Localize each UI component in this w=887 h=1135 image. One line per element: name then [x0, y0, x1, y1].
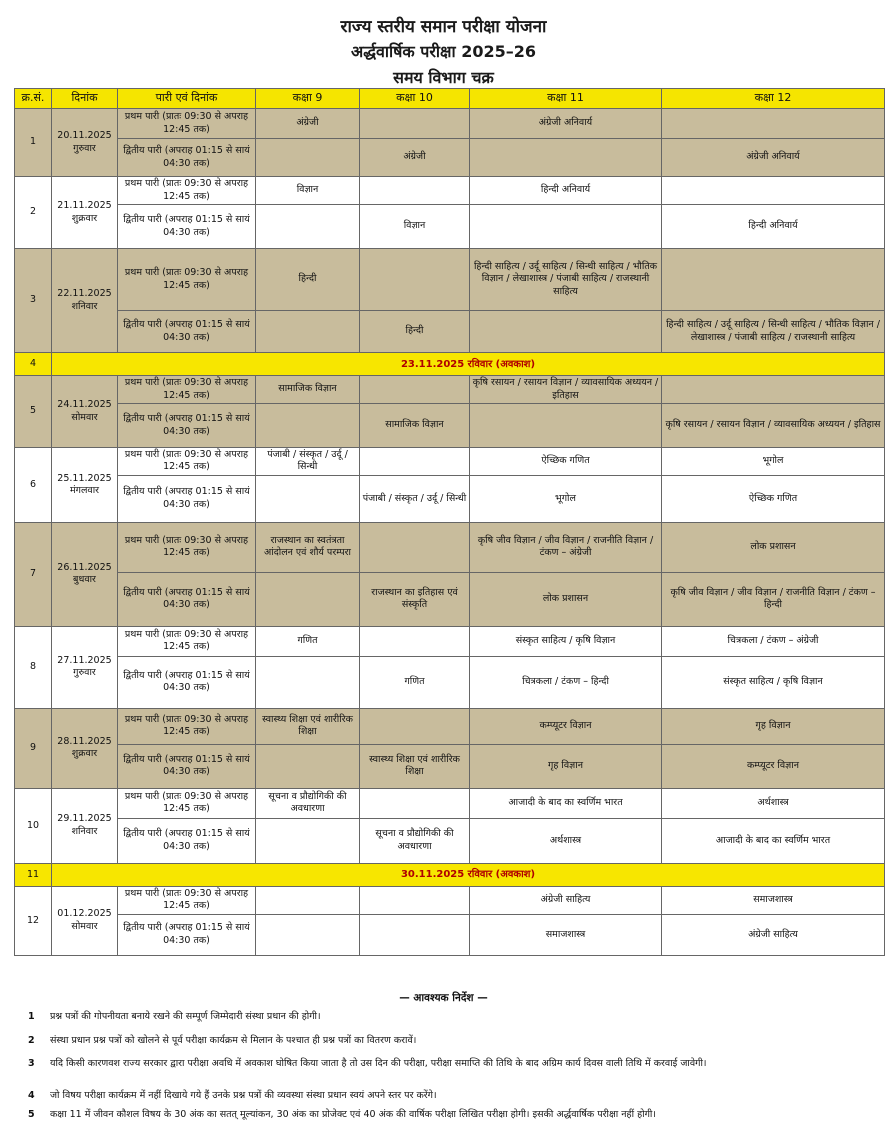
subject-cell-class-12: [662, 376, 885, 404]
note-item: [28, 1009, 868, 1022]
subject-cell-class-10: [360, 109, 470, 139]
serial-number: 8: [15, 626, 52, 708]
subject-cell-class-11: ऐच्छिक गणित: [470, 448, 662, 476]
table-row: [15, 626, 885, 656]
serial-number: 5: [15, 376, 52, 448]
table-row: [15, 177, 885, 205]
note-number: 3: [28, 1058, 35, 1069]
subject-cell-class-10: [360, 708, 470, 744]
subject-cell-class-9: पंजाबी / संस्कृत / उर्दू / सिन्धी: [256, 448, 360, 476]
table-row: [15, 886, 885, 914]
first-shift-label: प्रथम पारी (प्रातः 09:30 से अपराह 12:45 तक): [118, 448, 256, 476]
note-item: [28, 1056, 868, 1069]
exam-date: 22.11.2025: [57, 288, 112, 300]
subject-cell-class-12: समाजशास्त्र: [662, 886, 885, 914]
note-text: यदि किसी कारणवश राज्य सरकार द्वारा परीक्षा अवधि में अवकाश घोषित किया जाता है तो उस दिन की परीक्षा, परीक्षा समाप्ति की तिथि के बाद अग्रिम कार्य दिवस वाली तिथि में करवाई जावेगी।: [50, 1058, 707, 1069]
column-header: कक्षा 12: [662, 89, 885, 109]
first-shift-label: प्रथम पारी (प्रातः 09:30 से अपराह 12:45 तक): [118, 376, 256, 404]
exam-day: शुक्रवार: [71, 748, 98, 760]
subject-cell-class-12: [662, 109, 885, 139]
subject-cell-class-9: हिन्दी: [256, 249, 360, 311]
first-shift-label: प्रथम पारी (प्रातः 09:30 से अपराह 12:45 तक): [118, 249, 256, 311]
subject-cell-class-11: चित्रकला / टंकण – हिन्दी: [470, 656, 662, 708]
subject-cell-class-9: [256, 572, 360, 626]
subject-cell-class-12: कृषि जीव विज्ञान / जीव विज्ञान / राजनीति विज्ञान / टंकण – हिन्दी: [662, 572, 885, 626]
note-text: संस्था प्रधान प्रश्न पत्रों को खोलने से पूर्व परीक्षा कार्यक्रम से मिलान के पश्चात ही प्रश्न पत्रों का वितरण करावें।: [50, 1035, 417, 1046]
subject-cell-class-10: स्वास्थ्य शिक्षा एवं शारीरिक शिक्षा: [360, 744, 470, 788]
serial-number: 4: [15, 353, 52, 376]
schedule-title: समय विभाग चक्र: [393, 68, 494, 87]
subject-cell-class-9: [256, 656, 360, 708]
column-header: कक्षा 11: [470, 89, 662, 109]
subject-cell-class-12: अंग्रेजी साहित्य: [662, 914, 885, 955]
exam-day: शुक्रवार: [71, 212, 98, 224]
schedule-table: [14, 88, 885, 956]
subject-cell-class-10: सामाजिक विज्ञान: [360, 404, 470, 448]
subject-cell-class-12: [662, 249, 885, 311]
subject-cell-class-11: संस्कृत साहित्य / कृषि विज्ञान: [470, 626, 662, 656]
subject-cell-class-9: [256, 914, 360, 955]
table-row: [15, 708, 885, 744]
exam-day: शनिवार: [71, 300, 98, 312]
serial-number: 3: [15, 249, 52, 353]
first-shift-label: प्रथम पारी (प्रातः 09:30 से अपराह 12:45 तक): [118, 177, 256, 205]
subject-cell-class-11: भूगोल: [470, 475, 662, 522]
subject-cell-class-11: आजादी के बाद का स्वर्णिम भारत: [470, 788, 662, 818]
note-text: प्रश्न पत्रों की गोपनीयता बनाये रखने की सम्पूर्ण जिम्मेदारी संस्था प्रधान की होगी।: [50, 1011, 321, 1022]
subject-cell-class-12: संस्कृत साहित्य / कृषि विज्ञान: [662, 656, 885, 708]
serial-number: 2: [15, 177, 52, 249]
table-row: [15, 475, 885, 522]
first-shift-label: प्रथम पारी (प्रातः 09:30 से अपराह 12:45 तक): [118, 886, 256, 914]
second-shift-label: द्वितीय पारी (अपराह 01:15 से सायं 04:30 तक): [118, 404, 256, 448]
subject-cell-class-12: चित्रकला / टंकण – अंग्रेजी: [662, 626, 885, 656]
subject-cell-class-9: अंग्रेजी: [256, 109, 360, 139]
notes-title: — आवश्यक निर्देश —: [399, 992, 488, 1004]
subject-cell-class-9: [256, 475, 360, 522]
subject-cell-class-9: विज्ञान: [256, 177, 360, 205]
subject-cell-class-12: [662, 177, 885, 205]
exam-day: गुरुवार: [73, 667, 96, 679]
exam-day: मंगलवार: [69, 484, 100, 496]
exam-date: 27.11.2025: [57, 654, 112, 666]
exam-date-cell: [52, 886, 118, 955]
subject-cell-class-11: अंग्रेजी साहित्य: [470, 886, 662, 914]
subject-cell-class-10: [360, 376, 470, 404]
subject-cell-class-11: समाजशास्त्र: [470, 914, 662, 955]
column-header: पारी एवं दिनांक: [118, 89, 256, 109]
subject-cell-class-12: हिन्दी अनिवार्य: [662, 205, 885, 249]
table-row: [15, 404, 885, 448]
table-row: [15, 249, 885, 311]
note-text: कक्षा 11 में जीवन कौशल विषय के 30 अंक का सतत् मूल्यांकन, 30 अंक का प्रोजेक्ट एवं 40 अंक की वार्षिक परीक्षा लिखित परीक्षा होगी। इसकी अर्द्धवार्षिक परीक्षा नहीं होगी।: [50, 1109, 656, 1120]
table-row: [15, 448, 885, 476]
second-shift-label: द्वितीय पारी (अपराह 01:15 से सायं 04:30 तक): [118, 475, 256, 522]
subject-cell-class-12: कृषि रसायन / रसायन विज्ञान / व्यावसायिक अध्ययन / इतिहास: [662, 404, 885, 448]
note-number: 4: [28, 1090, 35, 1101]
subject-cell-class-11: गृह विज्ञान: [470, 744, 662, 788]
table-body: [15, 109, 885, 956]
exam-day: शनिवार: [71, 825, 98, 837]
table-header-row: [15, 89, 885, 109]
note-number: 2: [28, 1035, 35, 1046]
subject-cell-class-11: लोक प्रशासन: [470, 572, 662, 626]
subject-cell-class-9: सूचना व प्रौद्योगिकी की अवधारणा: [256, 788, 360, 818]
first-shift-label: प्रथम पारी (प्रातः 09:30 से अपराह 12:45 तक): [118, 522, 256, 572]
column-header: दिनांक: [52, 89, 118, 109]
subject-cell-class-11: अर्थशास्त्र: [470, 818, 662, 863]
subject-cell-class-10: [360, 177, 470, 205]
second-shift-label: द्वितीय पारी (अपराह 01:15 से सायं 04:30 तक): [118, 311, 256, 353]
subject-cell-class-12: कम्प्यूटर विज्ञान: [662, 744, 885, 788]
subject-cell-class-11: अंग्रेजी अनिवार्य: [470, 109, 662, 139]
subject-cell-class-12: ऐच्छिक गणित: [662, 475, 885, 522]
subject-cell-class-10: हिन्दी: [360, 311, 470, 353]
subject-cell-class-12: हिन्दी साहित्य / उर्दू साहित्य / सिन्धी साहित्य / भौतिक विज्ञान / लेखाशास्त्र / पंजाबी साहित्य / राजस्थानी साहित्य: [662, 311, 885, 353]
table-row: [15, 788, 885, 818]
exam-day: बुधवार: [73, 574, 96, 586]
subject-cell-class-11: हिन्दी साहित्य / उर्दू साहित्य / सिन्धी साहित्य / भौतिक विज्ञान / लेखाशास्त्र / पंजाबी साहित्य / राजस्थानी साहित्य: [470, 249, 662, 311]
subject-cell-class-9: [256, 744, 360, 788]
subject-cell-class-12: अंग्रेजी अनिवार्य: [662, 139, 885, 177]
subject-cell-class-10: सूचना व प्रौद्योगिकी की अवधारणा: [360, 818, 470, 863]
serial-number: 11: [15, 863, 52, 886]
exam-date-cell: [52, 788, 118, 863]
table-row: [15, 572, 885, 626]
exam-date-cell: [52, 626, 118, 708]
second-shift-label: द्वितीय पारी (अपराह 01:15 से सायं 04:30 तक): [118, 914, 256, 955]
table-row: [15, 139, 885, 177]
subject-cell-class-12: गृह विज्ञान: [662, 708, 885, 744]
exam-date: 26.11.2025: [57, 561, 112, 573]
subject-cell-class-12: अर्थशास्त्र: [662, 788, 885, 818]
second-shift-label: द्वितीय पारी (अपराह 01:15 से सायं 04:30 तक): [118, 139, 256, 177]
note-text: जो विषय परीक्षा कार्यक्रम में नहीं दिखाये गये हैं उनके प्रश्न पत्रों की व्यवस्था संस्था प्रधान स्वयं अपने स्तर पर करेंगे।: [50, 1090, 437, 1101]
subject-cell-class-10: [360, 522, 470, 572]
subject-cell-class-9: गणित: [256, 626, 360, 656]
exam-day: गुरुवार: [73, 142, 96, 154]
exam-date-cell: [52, 708, 118, 788]
subject-cell-class-12: आजादी के बाद का स्वर्णिम भारत: [662, 818, 885, 863]
holiday-row: [15, 353, 885, 376]
table-row: [15, 818, 885, 863]
subject-cell-class-9: [256, 205, 360, 249]
exam-date: 25.11.2025: [57, 472, 112, 484]
subject-cell-class-11: कम्प्यूटर विज्ञान: [470, 708, 662, 744]
first-shift-label: प्रथम पारी (प्रातः 09:30 से अपराह 12:45 तक): [118, 109, 256, 139]
subject-cell-class-10: गणित: [360, 656, 470, 708]
column-header: कक्षा 9: [256, 89, 360, 109]
subject-cell-class-10: राजस्थान का इतिहास एवं संस्कृति: [360, 572, 470, 626]
exam-date: 29.11.2025: [57, 813, 112, 825]
subject-cell-class-11: कृषि रसायन / रसायन विज्ञान / व्यावसायिक अध्ययन / इतिहास: [470, 376, 662, 404]
subject-cell-class-10: [360, 886, 470, 914]
subject-cell-class-12: लोक प्रशासन: [662, 522, 885, 572]
holiday-row: [15, 863, 885, 886]
serial-number: 6: [15, 448, 52, 523]
exam-date: 28.11.2025: [57, 735, 112, 747]
serial-number: 9: [15, 708, 52, 788]
exam-date-cell: [52, 109, 118, 177]
holiday-label: 30.11.2025 रविवार (अवकाश): [52, 863, 885, 886]
exam-date-cell: [52, 177, 118, 249]
table-row: [15, 311, 885, 353]
subject-cell-class-10: [360, 249, 470, 311]
subject-cell-class-11: हिन्दी अनिवार्य: [470, 177, 662, 205]
subject-cell-class-9: राजस्थान का स्वतंत्रता आंदोलन एवं शौर्य परम्परा: [256, 522, 360, 572]
subject-cell-class-11: [470, 311, 662, 353]
second-shift-label: द्वितीय पारी (अपराह 01:15 से सायं 04:30 तक): [118, 656, 256, 708]
subject-cell-class-10: पंजाबी / संस्कृत / उर्दू / सिन्धी: [360, 475, 470, 522]
serial-number: 7: [15, 522, 52, 626]
table-row: [15, 205, 885, 249]
subject-cell-class-11: [470, 205, 662, 249]
subject-cell-class-9: [256, 818, 360, 863]
exam-date: 20.11.2025: [57, 130, 112, 142]
subject-cell-class-12: भूगोल: [662, 448, 885, 476]
subject-cell-class-9: स्वास्थ्य शिक्षा एवं शारीरिक शिक्षा: [256, 708, 360, 744]
first-shift-label: प्रथम पारी (प्रातः 09:30 से अपराह 12:45 तक): [118, 708, 256, 744]
second-shift-label: द्वितीय पारी (अपराह 01:15 से सायं 04:30 तक): [118, 744, 256, 788]
second-shift-label: द्वितीय पारी (अपराह 01:15 से सायं 04:30 तक): [118, 572, 256, 626]
second-shift-label: द्वितीय पारी (अपराह 01:15 से सायं 04:30 तक): [118, 205, 256, 249]
note-item: [28, 1088, 868, 1101]
exam-date-cell: [52, 376, 118, 448]
subject-cell-class-10: [360, 626, 470, 656]
subject-cell-class-9: [256, 311, 360, 353]
holiday-label: 23.11.2025 रविवार (अवकाश): [52, 353, 885, 376]
first-shift-label: प्रथम पारी (प्रातः 09:30 से अपराह 12:45 तक): [118, 626, 256, 656]
subject-cell-class-9: [256, 886, 360, 914]
subject-cell-class-9: [256, 404, 360, 448]
table-row: [15, 376, 885, 404]
note-number: 5: [28, 1109, 35, 1120]
document-title: राज्य स्तरीय समान परीक्षा योजना: [340, 17, 547, 37]
subject-cell-class-11: [470, 404, 662, 448]
subject-cell-class-10: [360, 914, 470, 955]
exam-day: सोमवार: [71, 411, 98, 423]
first-shift-label: प्रथम पारी (प्रातः 09:30 से अपराह 12:45 तक): [118, 788, 256, 818]
table-row: [15, 656, 885, 708]
document-subtitle: अर्द्धवार्षिक परीक्षा 2025–26: [350, 42, 537, 61]
subject-cell-class-10: अंग्रेजी: [360, 139, 470, 177]
serial-number: 1: [15, 109, 52, 177]
subject-cell-class-11: कृषि जीव विज्ञान / जीव विज्ञान / राजनीति विज्ञान / टंकण – अंग्रेजी: [470, 522, 662, 572]
serial-number: 10: [15, 788, 52, 863]
subject-cell-class-11: [470, 139, 662, 177]
exam-date-cell: [52, 448, 118, 523]
subject-cell-class-9: सामाजिक विज्ञान: [256, 376, 360, 404]
subject-cell-class-10: [360, 788, 470, 818]
exam-date-cell: [52, 522, 118, 626]
exam-day: सोमवार: [71, 920, 98, 932]
table-row: [15, 744, 885, 788]
subject-cell-class-10: [360, 448, 470, 476]
exam-date: 24.11.2025: [57, 399, 112, 411]
exam-date-cell: [52, 249, 118, 353]
note-number: 1: [28, 1011, 35, 1022]
serial-number: 12: [15, 886, 52, 955]
note-item: [28, 1033, 868, 1046]
table-row: [15, 109, 885, 139]
exam-date: 21.11.2025: [57, 200, 112, 212]
exam-date: 01.12.2025: [57, 908, 112, 920]
subject-cell-class-10: विज्ञान: [360, 205, 470, 249]
table-row: [15, 914, 885, 955]
table-row: [15, 522, 885, 572]
column-header: क्र.सं.: [15, 89, 52, 109]
note-item: [28, 1107, 868, 1120]
second-shift-label: द्वितीय पारी (अपराह 01:15 से सायं 04:30 तक): [118, 818, 256, 863]
subject-cell-class-9: [256, 139, 360, 177]
column-header: कक्षा 10: [360, 89, 470, 109]
